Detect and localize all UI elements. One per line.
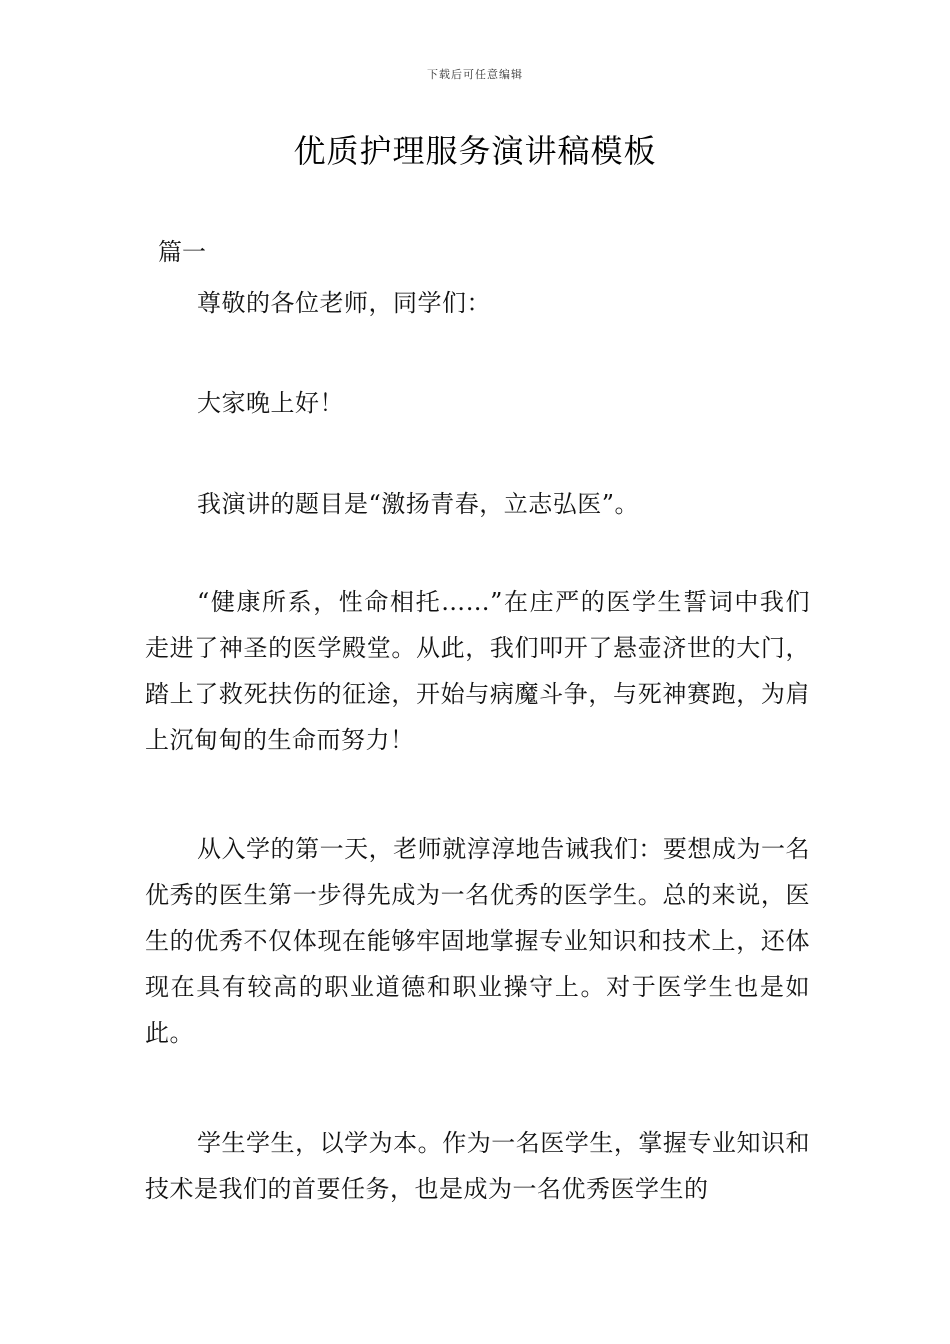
header-note: 下载后可任意编辑 <box>427 68 523 81</box>
paragraph-first-day: 从入学的第一天，老师就淳淳地告诫我们：要想成为一名优秀的医生第一步得先成为一名优秀的医学生。总的来说，医生的优秀不仅体现在能够牢固地掌握专业知识和技术上，还体现在具有较高的职业道德和职业操守上。对于医学生也是如此。 <box>145 835 810 1047</box>
paragraph-topic: 我演讲的题目是“激扬青春，立志弘医”。 <box>197 490 640 518</box>
paragraph-hello: 大家晚上好！ <box>197 389 344 417</box>
paragraph-greeting: 尊敬的各位老师，同学们： <box>197 289 491 317</box>
document-title: 优质护理服务演讲稿模板 <box>293 132 657 170</box>
paragraph-oath: “健康所系，性命相托……”在庄严的医学生誓词中我们走进了神圣的医学殿堂。从此，我们叩开了悬壶济世的大门，踏上了救死扶伤的征途，开始与病魔斗争，与死神赛跑，为肩上沉甸甸的生命而努力！ <box>145 588 810 754</box>
paragraph-study: 学生学生，以学为本。作为一名医学生，掌握专业知识和技术是我们的首要任务，也是成为一名优秀医学生的 <box>145 1129 810 1203</box>
section-label: 篇一 <box>158 238 206 266</box>
